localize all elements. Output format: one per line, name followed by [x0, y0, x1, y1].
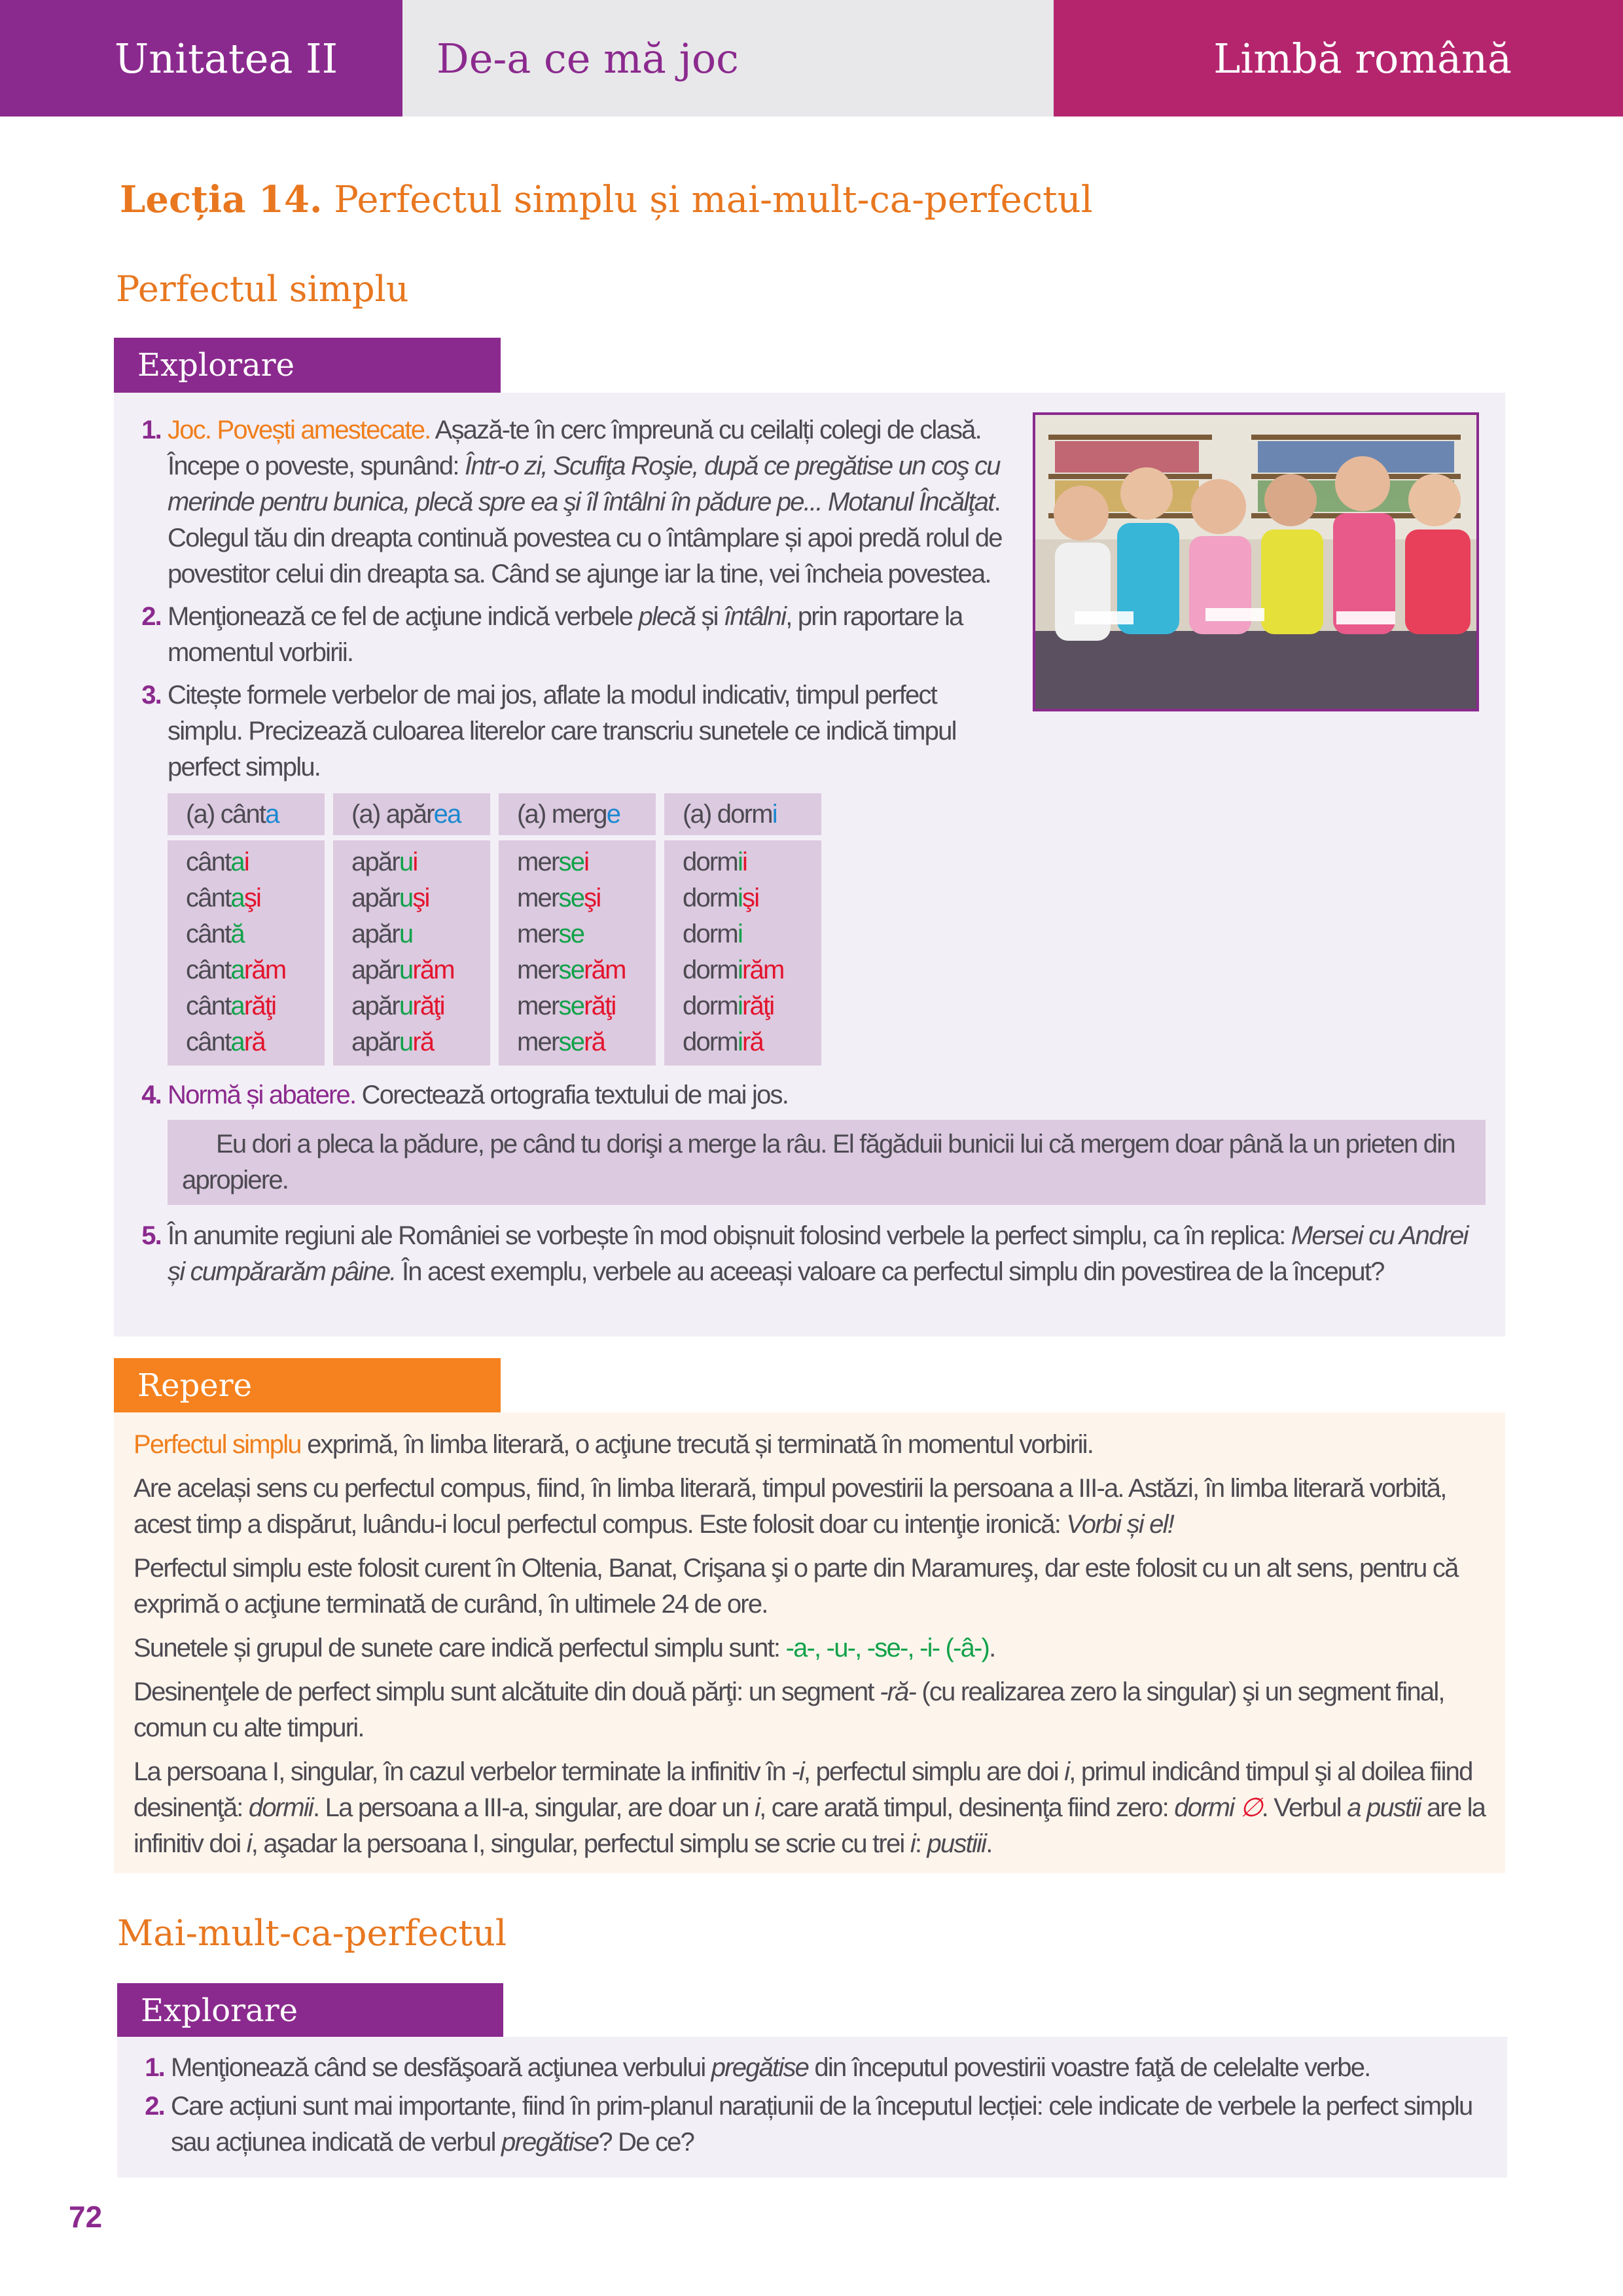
text-run: u — [399, 1028, 413, 1056]
item-number: 2. — [141, 602, 161, 631]
explore-banner-2: Explorare — [117, 1983, 503, 2038]
text-run: răm — [243, 956, 286, 984]
text-run: a — [230, 956, 244, 984]
repere-paragraph — [134, 1471, 1486, 1543]
students-image — [1035, 415, 1476, 709]
text-run: cânt — [186, 848, 231, 876]
text-run: Normă și abatere. — [168, 1081, 362, 1109]
text-run: cânt — [186, 1028, 231, 1056]
item-text — [168, 1218, 1486, 1290]
page-number: 72 — [69, 2200, 103, 2234]
text-run: ră — [412, 1028, 434, 1056]
text-run: (a) apăr — [351, 799, 434, 829]
exercise-item — [137, 2089, 1488, 2161]
text-run: cânt — [186, 920, 231, 948]
text-run: a — [230, 884, 244, 912]
text-run: . La persoana a III-a, singular, are doar un — [313, 1793, 755, 1822]
text-run: i — [737, 920, 743, 948]
text-run: apăr — [351, 848, 399, 876]
text-run: u — [399, 884, 413, 912]
text-run: cânt — [186, 884, 231, 912]
verb-form — [186, 1024, 325, 1060]
text-run: şi — [584, 884, 601, 912]
verb-infinitive — [664, 793, 821, 835]
text-run: (cu realizarea zero la singular) şi un segment final, comun cu alte timpuri. — [134, 1677, 1444, 1742]
text-run: -i — [791, 1757, 804, 1786]
verb-form — [351, 844, 490, 880]
text-run: i — [243, 848, 249, 876]
verb-form — [351, 988, 490, 1024]
text-run: a — [265, 799, 279, 829]
verb-form — [351, 916, 490, 952]
explore-banner: Explorare — [114, 338, 501, 393]
text-run: ∅ — [1240, 1793, 1262, 1822]
text-run: i — [737, 848, 743, 876]
verb-form — [517, 844, 656, 880]
subject-label: Limbă română — [1054, 0, 1623, 117]
text-run: a pustii — [1347, 1793, 1421, 1822]
text-run: a — [230, 1028, 244, 1056]
verb-form — [683, 880, 821, 916]
verb-form — [517, 952, 656, 988]
text-run: apăr — [351, 1028, 399, 1056]
text-run: i — [737, 884, 743, 912]
verb-form — [517, 916, 656, 952]
text-run: se — [558, 920, 584, 948]
text-run: pregătise — [711, 2053, 809, 2082]
text-run: mer — [517, 920, 559, 948]
repere-banner: Repere — [114, 1358, 501, 1413]
text-run: Mersei cu Andrei și cumpărarăm pâine. — [168, 1221, 1468, 1286]
text-run: Citește formele verbelor de mai jos, aflate la modul indicativ, timpul perfect simplu. Precizează culoarea literelor care transcriu sunetele ce indică timpul perfect simplu. — [168, 681, 956, 781]
text-run: Vorbi și el! — [1066, 1510, 1174, 1539]
text-run: se — [558, 992, 584, 1020]
verb-form — [517, 880, 656, 916]
repere-panel — [114, 1412, 1505, 1873]
unit-label: Unitatea II — [0, 0, 402, 117]
text-run: i — [910, 1829, 915, 1858]
text-run: are la infinitiv doi — [134, 1793, 1486, 1858]
lesson-number: Lecția 14. — [120, 178, 323, 221]
text-run: u — [399, 920, 413, 948]
verb-form — [683, 1024, 821, 1060]
text-run: răm — [584, 956, 626, 984]
item-text — [171, 2089, 1488, 2161]
text-run: cânt — [186, 992, 231, 1020]
repere-paragraph — [134, 1674, 1486, 1746]
text-run: În anumite regiuni ale României se vorbește în mod obișnuit folosind verbele la perfect simplu, ca în replica: — [168, 1221, 1291, 1250]
text-run: : — [914, 1829, 927, 1858]
verb-forms — [499, 840, 656, 1066]
text-run: Perfectul simplu — [134, 1430, 301, 1459]
verb-forms — [333, 840, 490, 1066]
text-run: i — [737, 992, 743, 1020]
text-run: dorm — [683, 848, 738, 876]
text-run: (a) merg — [517, 799, 607, 829]
verb-forms — [168, 840, 325, 1066]
item-number: 4. — [141, 1081, 161, 1109]
text-run: e — [606, 799, 620, 829]
text-run: mer — [517, 956, 559, 984]
text-run: (a) cânt — [186, 799, 266, 829]
section-title-mai-mult-ca-perfect: Mai-mult-ca-perfectul — [117, 1912, 507, 1954]
text-run: ea — [433, 799, 461, 829]
text-run: Perfectul simplu este folosit curent în Oltenia, Banat, Crişana şi o parte din Maramureş, dar este folosit cu un alt sens, pentru că exprimă o acţiune terminată de curând, în ultimele 24 de ore. — [134, 1554, 1458, 1619]
text-run: apăr — [351, 884, 399, 912]
text-run: mer — [517, 1028, 559, 1056]
text-run: dorm — [683, 884, 738, 912]
text-run: ră — [584, 1028, 605, 1056]
text-run: ră — [243, 1028, 265, 1056]
verb-column — [499, 793, 656, 1066]
text-run: dormii — [248, 1793, 313, 1822]
text-run: (a) dorm — [683, 799, 772, 829]
text-run: apăr — [351, 920, 399, 948]
verb-forms — [664, 840, 821, 1066]
text-run: , care arată timpul, desinenţa fiind zero: — [759, 1793, 1175, 1822]
text-run: Menţionează ce fel de acţiune indică verbele — [168, 602, 639, 631]
explore-panel — [114, 393, 1505, 1336]
theme-label: De-a ce mă joc — [402, 0, 1054, 117]
text-run: răţi — [243, 992, 276, 1020]
text-run: Corectează ortografia textului de mai jos. — [361, 1081, 789, 1109]
exercise-item — [134, 677, 1013, 785]
text-run: şi — [243, 884, 261, 912]
text-run: răţi — [412, 992, 444, 1020]
verb-form — [517, 988, 656, 1024]
item-text — [168, 1077, 1486, 1113]
verb-form — [683, 844, 821, 880]
verb-column — [168, 793, 325, 1066]
verb-column — [664, 793, 821, 1066]
text-run: , aşadar la persoana I, singular, perfectul simplu se scrie cu trei — [251, 1829, 910, 1858]
exercise-item — [134, 412, 1013, 592]
text-run: . — [986, 1829, 992, 1858]
text-run: i — [412, 848, 418, 876]
text-run: dormi — [1174, 1793, 1240, 1822]
exercise-item — [134, 1218, 1486, 1290]
text-run: Are același sens cu perfectul compus, fiind, în limba literară, timpul povestirii la persoana a III-a. Astăzi, în limba literară vorbită, acest timp a dispărut, luându-i locul perfectul compus. Este folosit doar cu intenţie ironică: — [134, 1474, 1446, 1539]
item-text — [168, 412, 1013, 592]
text-run: . — [989, 1634, 995, 1662]
repere-paragraph — [134, 1630, 1486, 1666]
verb-form — [186, 880, 325, 916]
text-run: şi — [742, 884, 759, 912]
text-run: i — [755, 1793, 760, 1822]
text-run: , perfectul simplu are doi — [803, 1757, 1065, 1786]
item-text — [168, 677, 1013, 785]
verb-form — [186, 844, 325, 880]
text-run: Într-o zi, Scufiţa Roşie, după ce pregătise un coş cu merinde pentru bunica, plecă spre ea şi îl întâlni în pădure pe... Motanul Încălţat — [168, 452, 1000, 516]
text-run: se — [558, 956, 584, 984]
text-run: apăr — [351, 956, 399, 984]
item-number: 5. — [141, 1221, 161, 1250]
section-title-perfect-simplu: Perfectul simplu — [116, 268, 409, 310]
text-run: ă — [230, 920, 244, 948]
item-number: 3. — [141, 681, 161, 709]
text-run: se — [558, 848, 584, 876]
text-run: În acest exemplu, verbele au aceeași valoare ca perfectul simplu din povestirea de la început? — [395, 1257, 1384, 1286]
verb-form — [517, 1024, 656, 1060]
text-run: i — [246, 1829, 251, 1858]
quote-box: Eu dori a pleca la pădure, pe când tu dorişi a merge la râu. El făgăduii bunicii lui că mergem doar până la un prieten din apropiere. — [168, 1120, 1486, 1205]
text-run: i — [742, 848, 747, 876]
text-run: dorm — [683, 920, 738, 948]
verb-infinitive — [499, 793, 656, 835]
text-run: se — [558, 884, 584, 912]
text-run: u — [399, 992, 413, 1020]
exercise-item — [134, 1077, 1486, 1113]
text-run: şi — [412, 884, 429, 912]
text-run: i — [737, 956, 743, 984]
text-run: răţi — [584, 992, 616, 1020]
text-run: pregătise — [501, 2128, 599, 2157]
text-run: apăr — [351, 992, 399, 1020]
exercise-item — [134, 599, 1013, 671]
text-run: pustiii — [927, 1829, 986, 1858]
item-number: 1. — [145, 2053, 164, 2082]
repere-paragraph — [134, 1551, 1486, 1623]
text-run: mer — [517, 848, 559, 876]
text-run: i — [737, 1028, 743, 1056]
verb-form — [186, 988, 325, 1024]
verb-form — [351, 880, 490, 916]
text-run: La persoana I, singular, în cazul verbelor terminate la infinitiv în — [134, 1757, 792, 1786]
text-run: Joc. Povești amestecate. — [168, 416, 435, 444]
text-run: ? De ce? — [598, 2128, 694, 2157]
verb-form — [683, 988, 821, 1024]
text-run: Sunetele și grupul de sunete care indică perfectul simplu sunt: — [134, 1634, 786, 1662]
text-run: -a-, -u-, -se-, -i- (-â-) — [785, 1634, 990, 1662]
text-run: a — [230, 848, 244, 876]
verb-form — [186, 916, 325, 952]
verb-form — [186, 952, 325, 988]
text-run: dorm — [683, 992, 738, 1020]
text-run: i — [1064, 1757, 1069, 1786]
text-run: răm — [412, 956, 454, 984]
item-number: 2. — [145, 2092, 164, 2121]
text-run: i — [772, 799, 777, 829]
text-run: din începutul povestirii voastre faţă de celelalte verbe. — [808, 2053, 1370, 2082]
text-run: cânt — [186, 956, 231, 984]
students-photo — [1033, 412, 1479, 711]
verb-conjugation-table — [168, 793, 1486, 1066]
text-run: Desinenţele de perfect simplu sunt alcătuite din două părţi: un segment — [134, 1677, 880, 1706]
verb-form — [683, 916, 821, 952]
lesson-name: Perfectul simplu și mai-mult-ca-perfectul — [334, 179, 1093, 221]
text-run: răţi — [742, 992, 774, 1020]
text-run: a — [230, 992, 244, 1020]
text-run: Menţionează când se desfăşoară acţiunea verbului — [171, 2053, 711, 2082]
text-run: , primul indicând timpul şi al doilea fiind desinenţă: — [134, 1757, 1472, 1822]
text-run: plecă — [638, 602, 696, 631]
text-run: mer — [517, 884, 559, 912]
exercise-item — [137, 2050, 1488, 2086]
verb-infinitive — [333, 793, 490, 835]
text-run: întâlni — [724, 602, 786, 631]
verb-form — [683, 952, 821, 988]
text-run: dorm — [683, 1028, 738, 1056]
text-run: u — [399, 848, 413, 876]
verb-infinitive — [168, 793, 325, 835]
repere-paragraph — [134, 1754, 1486, 1862]
verb-column — [333, 793, 490, 1066]
item-number: 1. — [141, 416, 161, 444]
text-run: . Verbul — [1261, 1793, 1347, 1822]
text-run: ră — [742, 1028, 763, 1056]
text-run: , prin raportare la momentul vorbirii. — [168, 602, 963, 667]
repere-paragraph — [134, 1427, 1486, 1463]
text-run: mer — [517, 992, 559, 1020]
verb-form — [351, 1024, 490, 1060]
text-run: răm — [742, 956, 784, 984]
text-run: se — [558, 1028, 584, 1056]
text-run: -ră- — [880, 1677, 916, 1706]
text-run: exprimă, în limba literară, o acţiune trecută și terminată în momentul vorbirii. — [300, 1430, 1094, 1459]
text-run: dorm — [683, 956, 738, 984]
item-text — [168, 599, 1013, 671]
text-run: și — [695, 602, 724, 631]
text-run: i — [584, 848, 589, 876]
explore-panel-2 — [117, 2037, 1507, 2178]
verb-form — [351, 952, 490, 988]
item-text — [171, 2050, 1488, 2086]
text-run: Care acțiuni sunt mai importante, fiind în prim-planul narațiunii de la începutul lecției: cele indicate de verbele la perfect simplu sau acțiunea indicată de verbul — [171, 2092, 1472, 2157]
text-run: u — [399, 956, 413, 984]
text-run: Așază-te în cerc împreună cu ceilalți colegi de clasă. Începe o poveste, spunând: — [168, 416, 981, 480]
text-run: . Colegul tău din dreapta continuă povestea cu o întâmplare și apoi predă rolul de povestitor celui din dreapta sa. Când se ajunge iar la tine, vei încheia povestea. — [168, 488, 1002, 588]
lesson-title — [120, 178, 1093, 221]
